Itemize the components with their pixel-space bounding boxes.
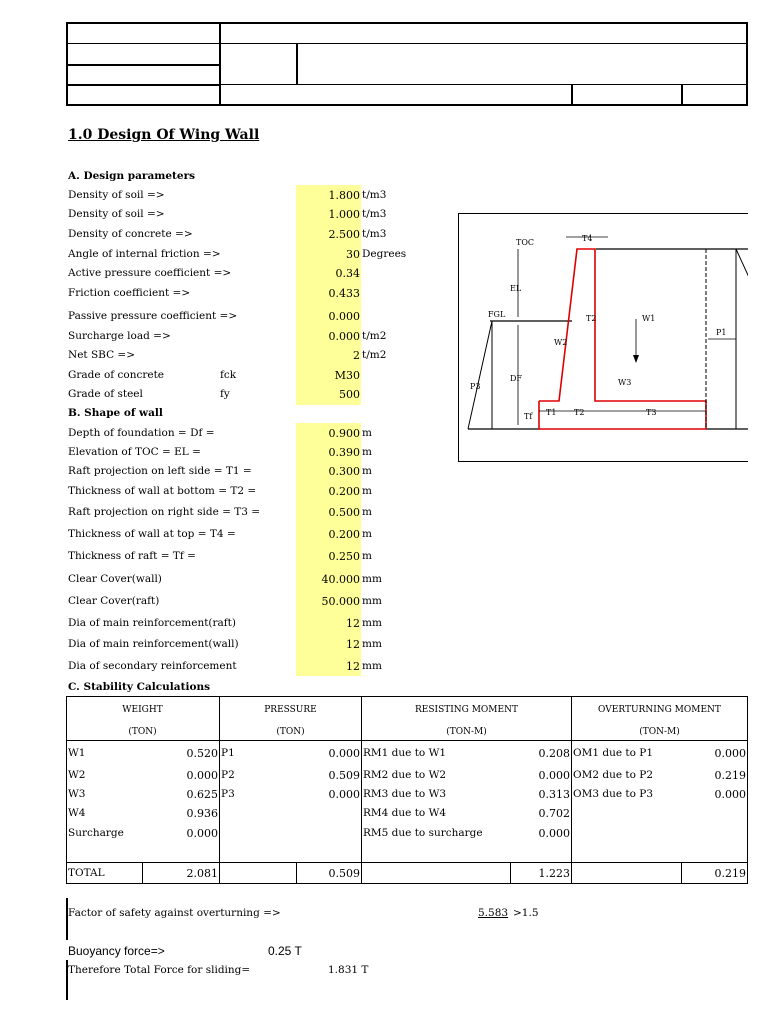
om-value: 0.219 bbox=[714, 769, 746, 782]
om-value: 0.000 bbox=[714, 747, 746, 760]
param-unit: Degrees bbox=[362, 248, 407, 260]
margin-bar bbox=[66, 898, 68, 940]
param-label: Angle of internal friction => bbox=[68, 248, 221, 260]
p3-label: P3 bbox=[470, 382, 481, 391]
weight-label: W1 bbox=[68, 747, 86, 759]
param-label: Density of soil => bbox=[68, 208, 165, 220]
rm-label: RM5 due to surcharge bbox=[363, 827, 483, 839]
buoyancy-value: 0.25 T bbox=[268, 944, 302, 958]
shape-value[interactable]: 0.500 bbox=[328, 506, 360, 519]
weight-value: 0.625 bbox=[186, 788, 218, 801]
shape-label: Dia of secondary reinforcement bbox=[68, 660, 237, 672]
shape-value[interactable]: 0.300 bbox=[328, 465, 360, 478]
header-om-unit: (TON-M) bbox=[639, 727, 680, 737]
shape-unit: mm bbox=[362, 595, 382, 607]
shape-label: Dia of main reinforcement(wall) bbox=[68, 638, 239, 650]
w3-label: W3 bbox=[618, 378, 632, 387]
param-label: Passive pressure coefficient => bbox=[68, 310, 238, 322]
fgl-label: FGL bbox=[488, 310, 506, 319]
param-unit: t/m3 bbox=[362, 228, 387, 240]
shape-unit: m bbox=[362, 427, 372, 439]
shape-value[interactable]: 0.200 bbox=[328, 485, 360, 498]
t4-label: T4 bbox=[582, 234, 593, 243]
passive-pressure-diagram bbox=[468, 321, 492, 429]
total-pressure: 0.509 bbox=[328, 867, 360, 880]
shape-unit: m bbox=[362, 465, 372, 477]
t2-vertical-label: T2 bbox=[586, 314, 597, 323]
param-label: Density of soil => bbox=[68, 189, 165, 201]
shape-label: Raft projection on left side = T1 = bbox=[68, 465, 252, 477]
param-label: Grade of steel bbox=[68, 388, 143, 400]
param-value[interactable]: 0.000 bbox=[328, 310, 360, 323]
header-pressure: PRESSURE bbox=[264, 705, 317, 715]
om-label: OM2 due to P2 bbox=[573, 769, 654, 781]
shape-label: Elevation of TOC = EL = bbox=[68, 446, 201, 458]
header-weight: WEIGHT bbox=[122, 705, 163, 715]
t2-label: T2 bbox=[574, 408, 585, 417]
param-value[interactable]: 0.34 bbox=[335, 267, 360, 280]
buoyancy-label: Buoyancy force=> bbox=[68, 944, 165, 958]
t3-label: T3 bbox=[646, 408, 657, 417]
shape-label: Raft projection on right side = T3 = bbox=[68, 506, 261, 518]
om-label: OM3 due to P3 bbox=[573, 788, 654, 800]
section-design-parameters: A. Design parameters bbox=[68, 170, 196, 182]
sliding-label: Therefore Total Force for sliding= bbox=[68, 964, 251, 976]
header-pressure-unit: (TON) bbox=[276, 727, 305, 737]
weight-label: W3 bbox=[68, 788, 86, 800]
fos-limit: >1.5 bbox=[513, 907, 539, 919]
om-label: OM1 due to P1 bbox=[573, 747, 654, 759]
shape-label: Thickness of wall at top = T4 = bbox=[68, 528, 236, 540]
pressure-label: P1 bbox=[221, 747, 235, 759]
shape-label: Depth of foundation = Df = bbox=[68, 427, 215, 439]
shape-unit: m bbox=[362, 446, 372, 458]
shape-label: Thickness of raft = Tf = bbox=[68, 550, 196, 562]
param-label: Friction coefficient => bbox=[68, 287, 191, 299]
param-value[interactable]: 500 bbox=[339, 388, 360, 401]
weight-label: W2 bbox=[68, 769, 86, 781]
sliding-value: 1.831 T bbox=[328, 964, 369, 976]
shape-value[interactable]: 0.200 bbox=[328, 528, 360, 541]
wing-wall-sketch bbox=[458, 213, 748, 463]
param-unit: t/m3 bbox=[362, 189, 387, 201]
fos-value: 5.583 bbox=[478, 907, 509, 919]
total-om: 0.219 bbox=[714, 867, 746, 880]
weight-value: 0.520 bbox=[186, 747, 218, 760]
shape-value[interactable]: 0.250 bbox=[328, 550, 360, 563]
total-rm: 1.223 bbox=[538, 867, 570, 880]
param-value[interactable]: 0.433 bbox=[328, 287, 360, 300]
param-value[interactable]: M30 bbox=[334, 369, 360, 382]
total-weight: 2.081 bbox=[186, 867, 218, 880]
param-label: Density of concrete => bbox=[68, 228, 193, 240]
rm-value: 0.313 bbox=[538, 788, 570, 801]
total-label: TOTAL bbox=[68, 867, 105, 879]
weight-value: 0.000 bbox=[186, 827, 218, 840]
shape-label: Clear Cover(raft) bbox=[68, 595, 160, 607]
shape-unit: m bbox=[362, 550, 372, 562]
p1-label: P1 bbox=[716, 328, 727, 337]
param-label: Net SBC => bbox=[68, 349, 136, 361]
shape-value[interactable]: 12 bbox=[346, 638, 360, 651]
el-label: EL bbox=[510, 284, 522, 293]
shape-unit: mm bbox=[362, 638, 382, 650]
w2-label: W2 bbox=[554, 338, 568, 347]
section-stability: C. Stability Calculations bbox=[68, 681, 210, 693]
header-overturning-moment: OVERTURNING MOMENT bbox=[598, 705, 721, 715]
rm-value: 0.000 bbox=[538, 769, 570, 782]
shape-unit: m bbox=[362, 528, 372, 540]
shape-value[interactable]: 0.390 bbox=[328, 446, 360, 459]
w1-label: W1 bbox=[642, 314, 656, 323]
shape-unit: mm bbox=[362, 573, 382, 585]
pressure-value: 0.000 bbox=[328, 747, 360, 760]
rm-label: RM3 due to W3 bbox=[363, 788, 447, 800]
param-unit: t/m3 bbox=[362, 208, 387, 220]
param-label: Grade of concrete bbox=[68, 369, 164, 381]
shape-label: Clear Cover(wall) bbox=[68, 573, 162, 585]
rm-label: RM4 due to W4 bbox=[363, 807, 447, 819]
param-value[interactable]: 2.500 bbox=[328, 228, 360, 241]
df-label: DF bbox=[510, 374, 522, 383]
param-value[interactable]: 2 bbox=[353, 349, 360, 362]
pressure-value: 0.000 bbox=[328, 788, 360, 801]
shape-value[interactable]: 40.000 bbox=[321, 573, 360, 586]
weight-value: 0.936 bbox=[186, 807, 218, 820]
param-value[interactable]: 30 bbox=[346, 248, 360, 261]
toc-label: TOC bbox=[516, 238, 535, 247]
rm-label: RM1 due to W1 bbox=[363, 747, 447, 759]
shape-unit: m bbox=[362, 506, 372, 518]
om-value: 0.000 bbox=[714, 788, 746, 801]
weight-label: Surcharge bbox=[68, 827, 124, 839]
param-unit: t/m2 bbox=[362, 349, 387, 361]
header-rm-unit: (TON-M) bbox=[446, 727, 487, 737]
param-value[interactable]: 1.800 bbox=[328, 189, 360, 202]
weight-label: W4 bbox=[68, 807, 86, 819]
shape-value[interactable]: 12 bbox=[346, 660, 360, 673]
page-title: 1.0 Design Of Wing Wall bbox=[68, 127, 260, 143]
active-pressure-slope bbox=[736, 249, 748, 297]
shape-value[interactable]: 50.000 bbox=[321, 595, 360, 608]
t1-label: T1 bbox=[546, 408, 557, 417]
param-value[interactable]: 1.000 bbox=[328, 208, 360, 221]
param-symbol: fy bbox=[220, 388, 230, 400]
shape-value[interactable]: 12 bbox=[346, 617, 360, 630]
param-label: Surcharge load => bbox=[68, 330, 171, 342]
tf-label: Tf bbox=[524, 412, 533, 421]
pressure-label: P2 bbox=[221, 769, 235, 781]
weight-value: 0.000 bbox=[186, 769, 218, 782]
w1-arrowhead bbox=[633, 355, 639, 363]
sketch-frame bbox=[459, 214, 749, 462]
shape-unit: mm bbox=[362, 617, 382, 629]
fos-label: Factor of safety against overturning => bbox=[68, 907, 281, 919]
param-unit: t/m2 bbox=[362, 330, 387, 342]
pressure-value: 0.509 bbox=[328, 769, 360, 782]
param-label: Active pressure coefficient => bbox=[68, 267, 232, 279]
shape-value[interactable]: 0.900 bbox=[328, 427, 360, 440]
section-shape-of-wall: B. Shape of wall bbox=[68, 407, 163, 419]
pressure-label: P3 bbox=[221, 788, 235, 800]
rm-value: 0.702 bbox=[538, 807, 570, 820]
rm-label: RM2 due to W2 bbox=[363, 769, 447, 781]
rm-value: 0.208 bbox=[538, 747, 570, 760]
header-resisting-moment: RESISTING MOMENT bbox=[415, 705, 518, 715]
header-weight-unit: (TON) bbox=[128, 727, 157, 737]
shape-label: Dia of main reinforcement(raft) bbox=[68, 617, 236, 629]
shape-unit: m bbox=[362, 485, 372, 497]
rm-value: 0.000 bbox=[538, 827, 570, 840]
param-value[interactable]: 0.000 bbox=[328, 330, 360, 343]
shape-unit: mm bbox=[362, 660, 382, 672]
param-symbol: fck bbox=[220, 369, 237, 381]
shape-label: Thickness of wall at bottom = T2 = bbox=[68, 485, 257, 497]
